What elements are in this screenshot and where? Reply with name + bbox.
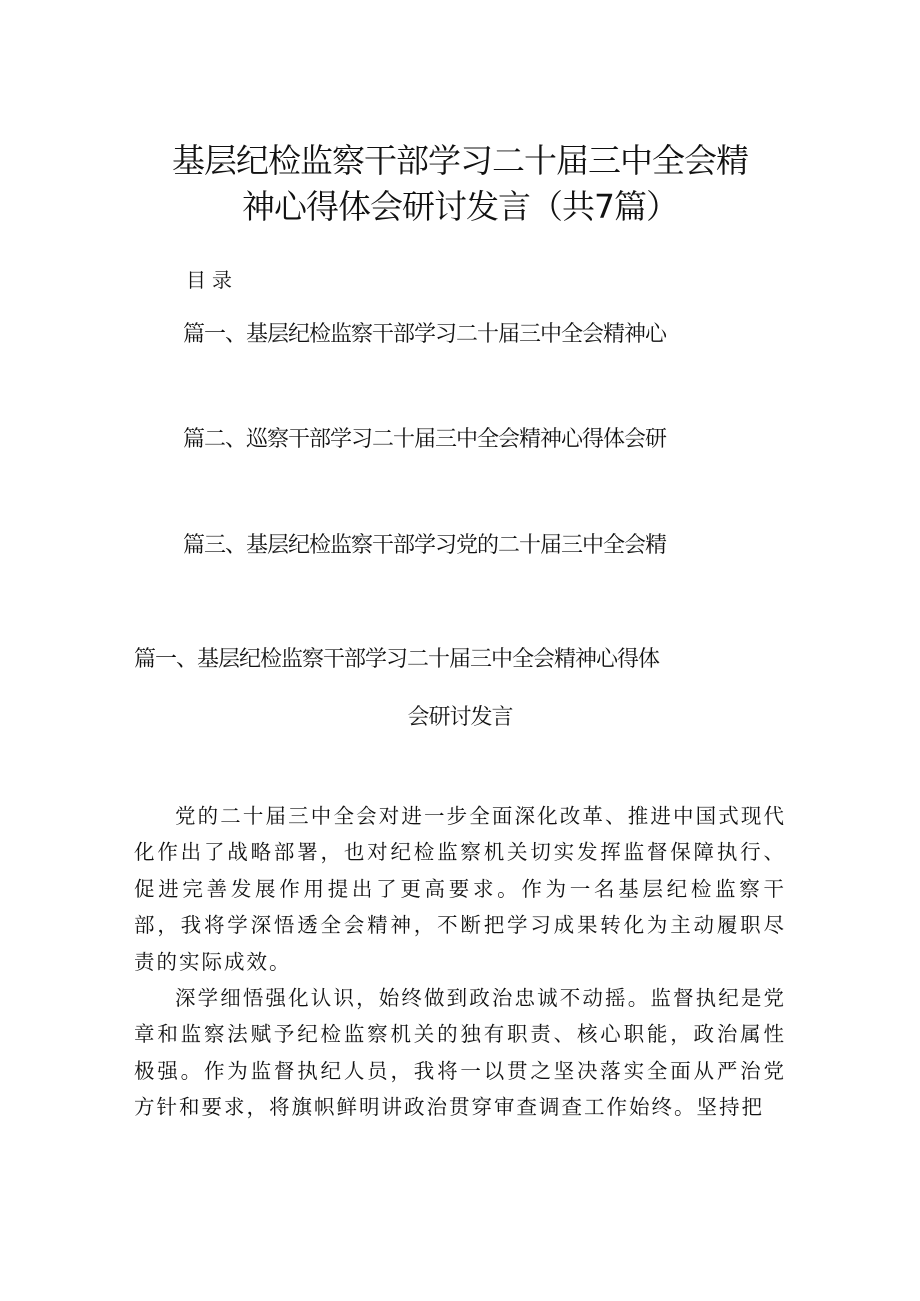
document-title-line-2: 神心得体会研讨发言（共7篇）: [242, 187, 678, 226]
document-title-line-1: 基层纪检监察干部学习二十届三中全会精: [172, 141, 748, 180]
section-title-line-2: 会研讨发言: [407, 705, 513, 730]
toc-item-3[interactable]: 篇三、基层纪检监察干部学习党的二十届三中全会精: [183, 533, 667, 558]
section-body: [134, 798, 786, 1126]
toc-heading: 目录: [186, 268, 238, 292]
body-paragraph-1: 党的二十届三中全会对进一步全面深化改革、推进中国式现代化作出了战略部署，也对纪检监察机关切实发挥监督保障执行、促进完善发展作用提出了更高要求。作为一名基层纪检监察干部，我将学深悟透全会精神，不断把学习成果转化为主动履职尽责的实际成效。: [134, 804, 786, 974]
document-title: [130, 138, 790, 230]
toc-item-2[interactable]: 篇二、巡察干部学习二十届三中全会精神心得体会研: [183, 427, 667, 452]
toc-item-1[interactable]: 篇一、基层纪检监察干部学习二十届三中全会精神心: [183, 322, 667, 347]
body-paragraph-2: 深学细悟强化认识，始终做到政治忠诚不动摇。监督执纪是党章和监察法赋予纪检监察机关的独有职责、核心职能，政治属性极强。作为监督执纪人员，我将一以贯之坚决落实全面从严治党方针和要求，将旗帜鲜明讲政治贯穿审查调查工作始终。坚持把: [134, 986, 786, 1120]
section-title-line-1: 篇一、基层纪检监察干部学习二十届三中全会精神心得体: [134, 647, 660, 672]
